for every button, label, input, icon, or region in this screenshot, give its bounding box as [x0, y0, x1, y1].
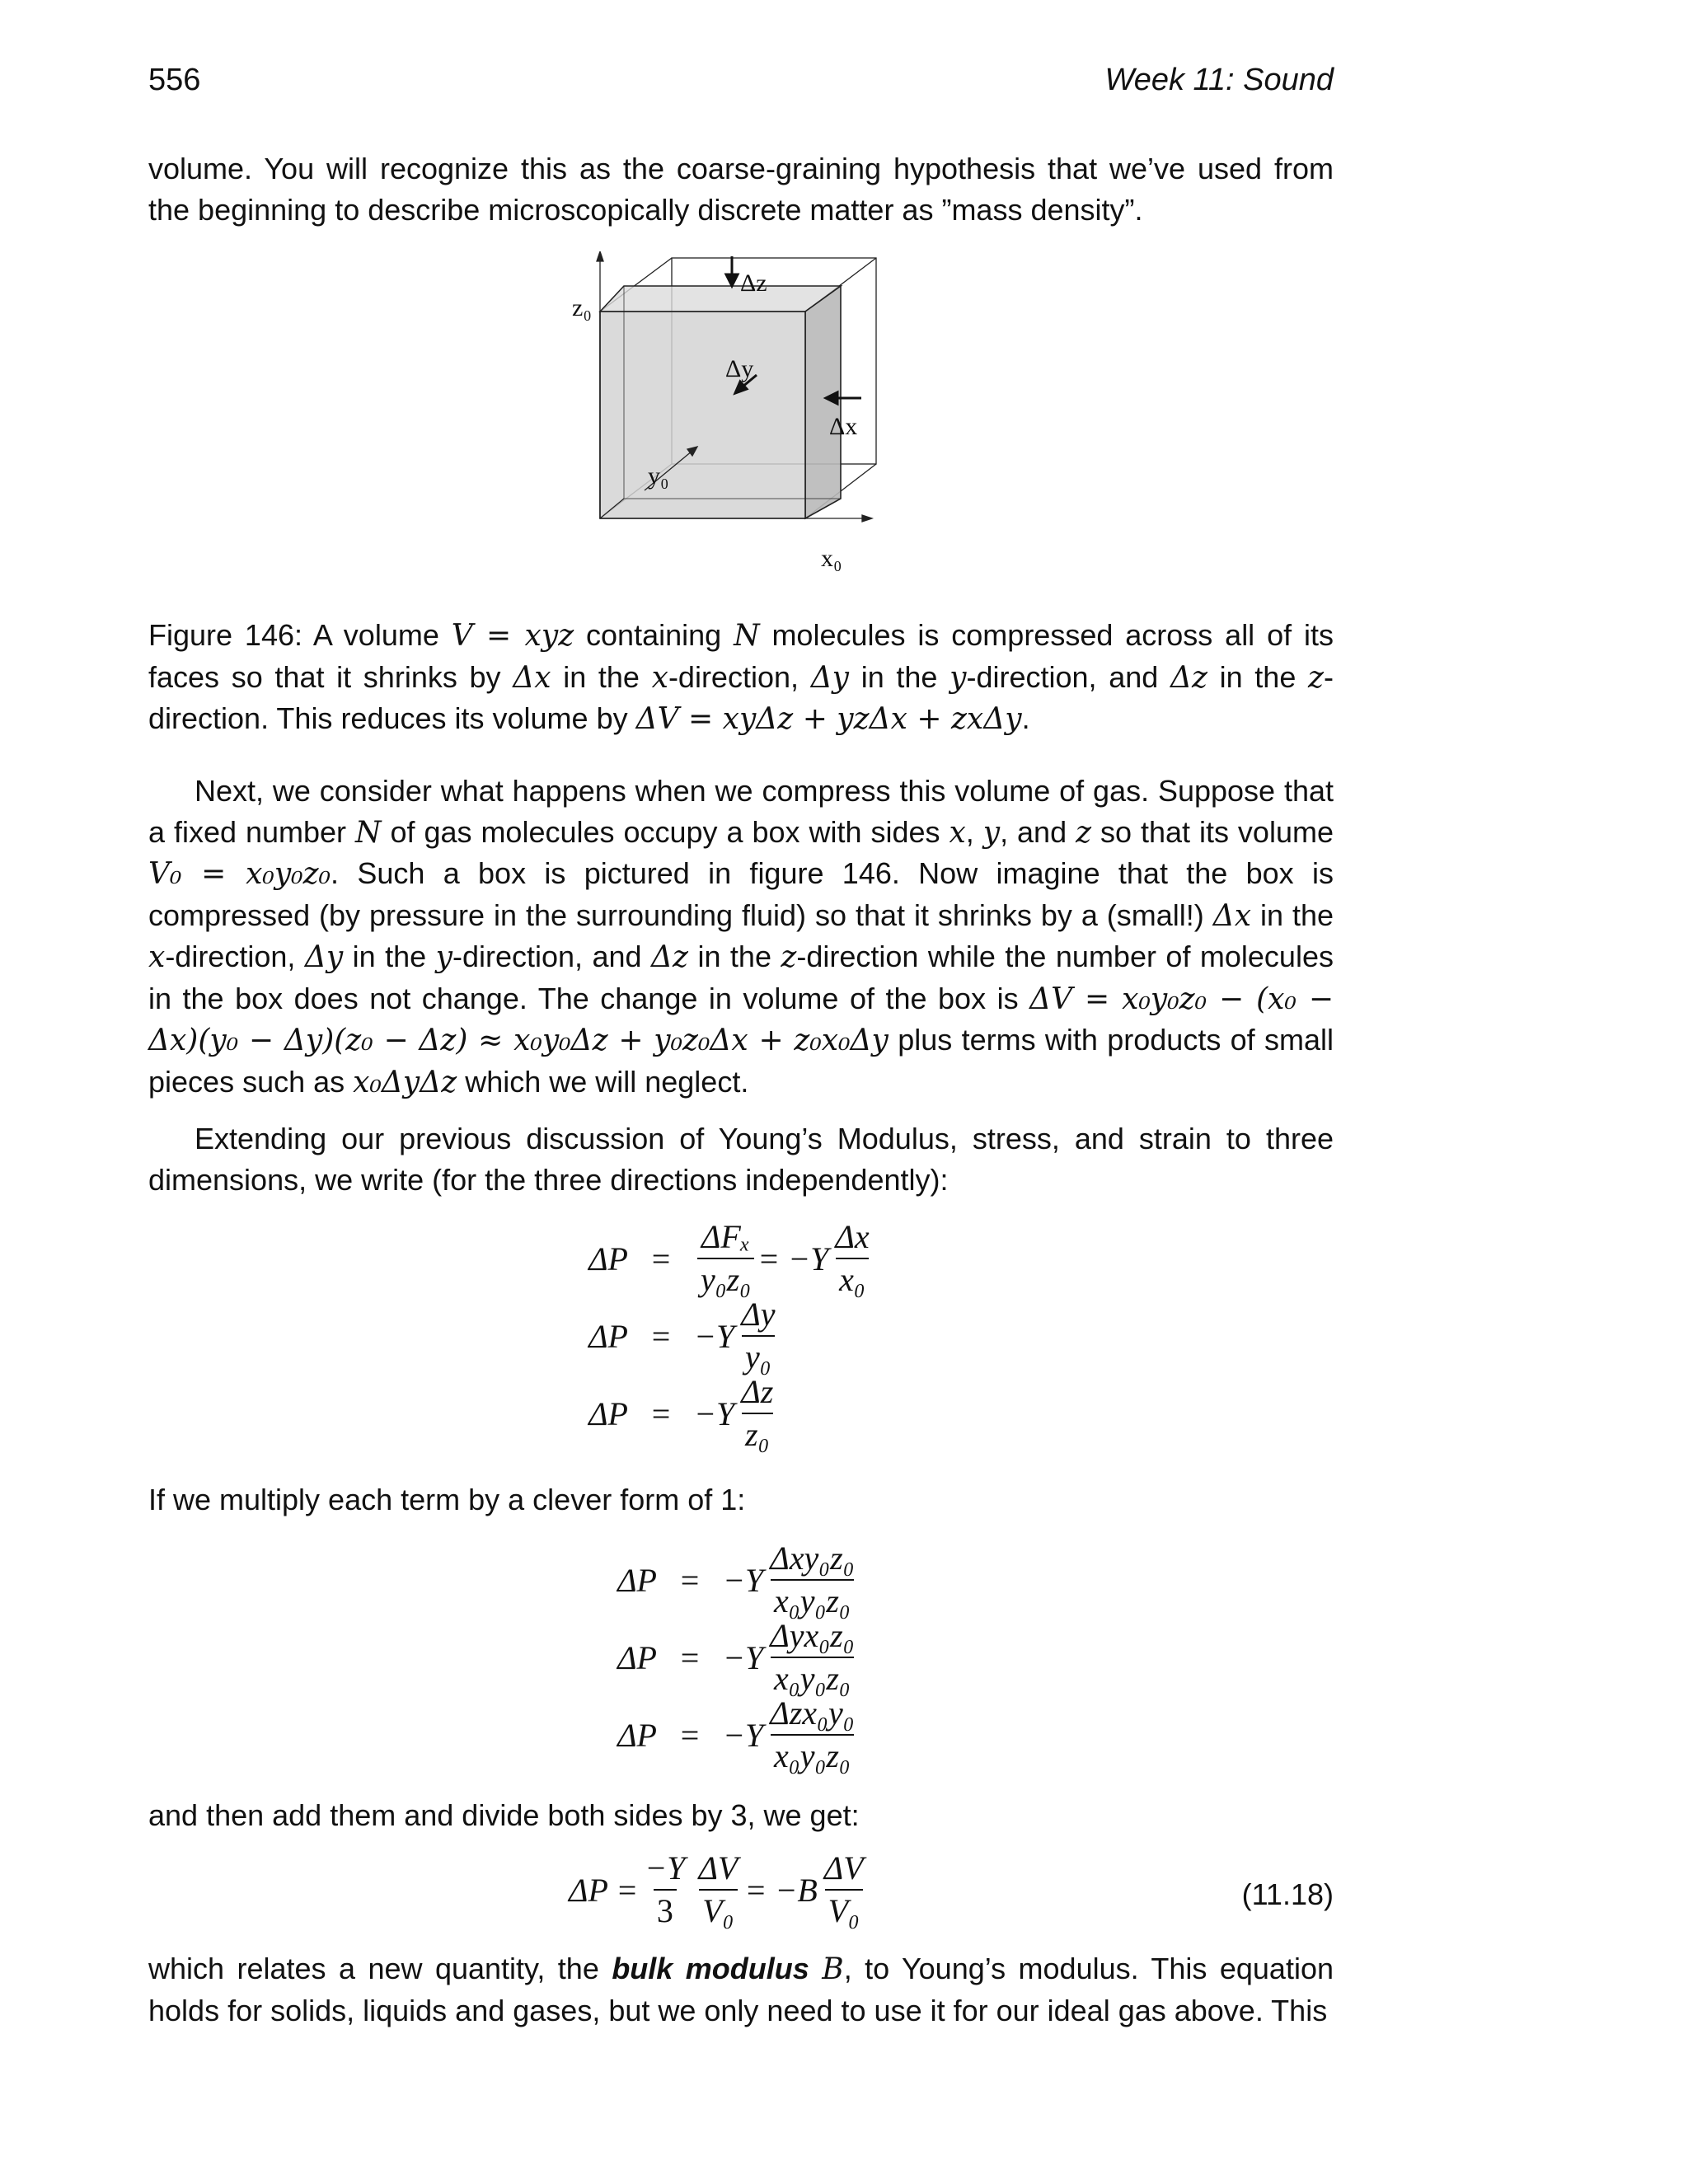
para-math: B: [822, 1952, 844, 1986]
label-dz: Δz: [740, 269, 767, 297]
label-dy: Δy: [725, 355, 754, 382]
eq-sign: =: [680, 1716, 700, 1754]
dz-arrowhead: [726, 274, 738, 286]
equation-row-3: [598, 1694, 861, 1775]
caption-text: -direction. This reduces its volume by: [148, 659, 1334, 735]
caption-text: in the: [849, 659, 950, 694]
eq-lhs: ΔP: [588, 1317, 628, 1355]
eq-middle: = −Y: [757, 1240, 829, 1277]
label-dx: Δx: [829, 413, 858, 440]
eq-lhs: ΔP: [588, 1240, 628, 1277]
eq-denominator: x₀: [836, 1258, 869, 1299]
z-axis-arrowhead: [597, 251, 603, 261]
para-text: -direction while the number of molecules in the box does not change. The change in volume of the box is: [148, 940, 1334, 1015]
para-text: of gas molecules occupy a box with sides: [381, 814, 950, 849]
eq-coefficient: −Y: [723, 1638, 764, 1676]
eq-fraction: [767, 1540, 857, 1620]
eq-sign: =: [651, 1394, 671, 1432]
caption-text: Figure 146: A volume: [148, 618, 452, 652]
eq-denominator: y₀: [742, 1335, 775, 1376]
para-math: x: [148, 940, 166, 974]
equation-row-2: [569, 1296, 781, 1376]
para-math: Δy: [304, 940, 344, 974]
eq-fraction: [641, 1849, 688, 1930]
para-text: which we will neglect.: [457, 1064, 749, 1099]
para-text: plus terms with products of small pieces such as: [148, 1023, 1334, 1099]
x-axis-arrowhead: [862, 515, 872, 522]
compressed-box-figure: [569, 251, 931, 589]
eq-sign: =: [680, 1638, 700, 1676]
eq-numerator: Δz: [741, 1373, 774, 1410]
para-math: z: [781, 940, 797, 974]
eq-numerator: Δxy₀z₀: [770, 1540, 855, 1577]
para-text: in the: [687, 940, 781, 973]
eq-fraction: [821, 1849, 867, 1930]
eq-fraction: [738, 1296, 778, 1376]
eq-fraction: [697, 1218, 754, 1299]
eq-fraction: [832, 1218, 872, 1299]
eq-denominator: y₀z₀: [697, 1258, 754, 1299]
eq-middle: = −B: [744, 1871, 818, 1909]
eq-numerator: Δx: [835, 1218, 870, 1255]
para-text: ,: [965, 814, 983, 849]
para-math: z: [1076, 815, 1092, 850]
label-z0: z₀: [572, 294, 592, 321]
para-text: Next, we consider what happens when we compress this volume of gas. Suppose that a fixed number: [148, 774, 1334, 849]
para-math: y: [435, 940, 452, 974]
paragraph-bulk-modulus: [148, 1948, 1334, 2031]
para-text: , and: [1000, 814, 1076, 849]
figure-caption: [148, 615, 1334, 740]
eq-denominator: V₀: [699, 1889, 737, 1930]
eq-lhs: ΔP: [617, 1561, 657, 1599]
intro-paragraph: volume. You will recognize this as the coarse-graining hypothesis that we’ve used from the beginning to describe microscopically discrete matter as ”mass density”.: [148, 152, 1334, 227]
para-math: y: [982, 815, 1001, 850]
caption-math: Δy: [810, 660, 850, 695]
eq-fraction: [767, 1617, 857, 1698]
page-number: 556: [148, 63, 201, 97]
eq-sign: =: [651, 1317, 671, 1355]
bold-term: bulk modulus: [612, 1952, 809, 1985]
caption-text: molecules is compressed across all of its faces so that it shrinks by: [148, 618, 1334, 694]
eq-fraction: [767, 1694, 857, 1775]
equation-number: (11.18): [1241, 1877, 1334, 1911]
caption-math: N: [734, 619, 760, 653]
eq-coefficient: −Y: [694, 1317, 735, 1355]
eq-sign: =: [680, 1561, 700, 1599]
eq-numerator: Δzx₀y₀: [770, 1694, 855, 1732]
eq-coefficient: −Y: [723, 1716, 764, 1754]
para-math: V₀ = x₀y₀z₀: [148, 857, 331, 891]
eq-lhs: ΔP: [588, 1394, 628, 1432]
caption-text: in the: [551, 659, 652, 694]
eq-numerator: −Y: [645, 1849, 686, 1886]
para-math: Δz: [651, 940, 688, 974]
equation-set-stress-strain: [569, 1218, 981, 1457]
eq-lhs: ΔP: [617, 1638, 657, 1676]
paragraph-add-divide: and then add them and divide both sides by 3, we get:: [148, 1798, 860, 1832]
equation-row-2: [598, 1617, 861, 1698]
equation-row-1: [569, 1218, 876, 1299]
para-math: x₀ΔyΔz: [353, 1065, 457, 1099]
caption-math: V = xyz: [451, 619, 574, 653]
para-text: which relates a new quantity, the: [148, 1952, 612, 1985]
equation-bulk-modulus: [569, 1849, 981, 1940]
para-math: ΔV = x₀y₀z₀ − (x₀ − Δx)(y₀ − Δy)(z₀ − Δz) ≈ x₀y₀Δz + y₀z₀Δx + z₀x₀Δy: [148, 982, 1334, 1057]
caption-math: ΔV = xyΔz + yzΔx + zxΔy: [635, 702, 1022, 736]
equation-row-1: [598, 1540, 861, 1620]
label-y0: y₀: [648, 462, 669, 490]
caption-text: -direction,: [668, 659, 811, 694]
para-text: -direction,: [165, 940, 305, 973]
eq-numerator: ΔFₓ: [701, 1218, 751, 1255]
para-text: [809, 1952, 822, 1985]
inner-front-face: [600, 312, 805, 518]
para-text: in the: [1251, 898, 1334, 932]
para-text: in the: [343, 940, 436, 973]
running-title: Week 11: Sound: [1104, 63, 1334, 97]
eq-fraction: [738, 1373, 776, 1454]
caption-text: in the: [1207, 659, 1309, 694]
caption-text: .: [1021, 701, 1030, 735]
eq-denominator: V₀: [825, 1889, 863, 1930]
equation-set-multiplied: [598, 1540, 927, 1779]
inner-compressed-box: [600, 286, 841, 518]
eq-numerator: ΔV: [698, 1849, 738, 1886]
para-text: . Such a box is pictured in figure 146. Now imagine that the box is compressed (by pressure in the surrounding fluid) so that it shrinks by a (small!): [148, 856, 1334, 932]
eq-denominator: z₀: [742, 1413, 772, 1454]
eq-fraction: [695, 1849, 741, 1930]
paragraph-youngs-modulus: Extending our previous discussion of Young’s Modulus, stress, and strain to three dimensions, we write (for the three directions independently):: [148, 1122, 1334, 1197]
eq-lhs: ΔP =: [569, 1871, 639, 1909]
caption-text: containing: [574, 618, 734, 652]
eq-sign: =: [651, 1240, 671, 1277]
eq-numerator: Δyx₀z₀: [770, 1617, 855, 1654]
para-text: so that its volume: [1091, 814, 1334, 849]
caption-math: x: [651, 660, 668, 695]
eq-numerator: Δy: [741, 1296, 776, 1333]
caption-math: Δx: [513, 660, 551, 695]
eq-coefficient: −Y: [694, 1394, 735, 1432]
eq-denominator: x₀y₀z₀: [771, 1657, 854, 1698]
para-text: -direction, and: [452, 940, 652, 973]
eq-coefficient: −Y: [723, 1561, 764, 1599]
caption-math: y: [950, 660, 967, 695]
para-math: x: [949, 815, 966, 850]
caption-math: z: [1308, 660, 1324, 695]
paragraph-clever-form: If we multiply each term by a clever form of 1:: [148, 1483, 746, 1516]
equation-row: [569, 1849, 870, 1930]
caption-math: Δz: [1170, 660, 1207, 695]
para-math: N: [355, 815, 382, 850]
para-text: , to Young’s modulus. This equation holds for solids, liquids and gases, but we only need to use it for our ideal gas above. This: [148, 1952, 1334, 2027]
caption-text: -direction, and: [966, 659, 1170, 694]
label-x0: x₀: [821, 545, 842, 572]
eq-denominator: 3: [654, 1889, 677, 1930]
eq-denominator: x₀y₀z₀: [771, 1579, 854, 1620]
eq-denominator: x₀y₀z₀: [771, 1734, 854, 1775]
inner-top-face: [600, 286, 841, 312]
equation-row-3: [569, 1373, 780, 1454]
eq-lhs: ΔP: [617, 1716, 657, 1754]
paragraph-compression: [148, 771, 1334, 1103]
eq-numerator: ΔV: [823, 1849, 864, 1886]
para-math: Δx: [1212, 898, 1252, 933]
